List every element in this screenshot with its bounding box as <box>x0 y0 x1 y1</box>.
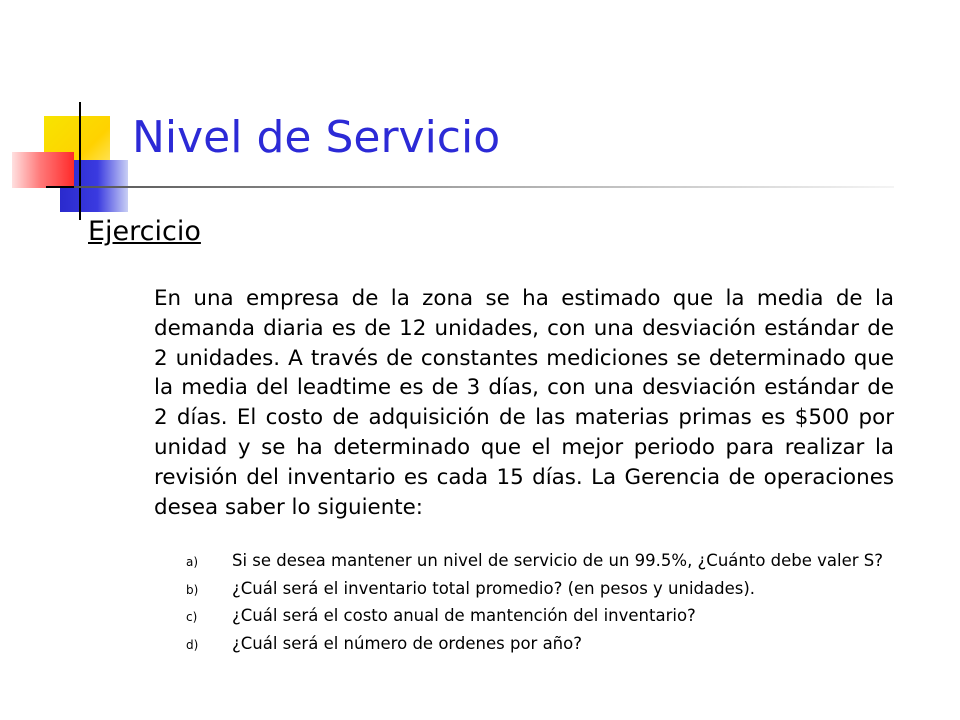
question-item <box>186 551 898 571</box>
question-letter: b) <box>186 582 199 597</box>
question-text: ¿Cuál será el costo anual de mantención del inventario? <box>232 606 696 625</box>
decor-vertical-line <box>79 102 81 220</box>
question-item <box>186 606 898 626</box>
question-letter: c) <box>186 610 198 624</box>
question-text: Si se desea mantener un nivel de servicio de un 99.5%, ¿Cuánto debe valer S? <box>232 551 884 570</box>
question-text: ¿Cuál será el inventario total promedio? (en pesos y unidades). <box>232 578 756 598</box>
question-text: ¿Cuál será el número de ordenes por año? <box>232 633 582 653</box>
question-letter: a) <box>186 555 199 569</box>
section-heading: Ejercicio <box>88 216 201 247</box>
decor-red-bar <box>12 152 74 188</box>
question-item <box>186 634 898 654</box>
title-underline-rule <box>74 186 894 188</box>
question-letter: d) <box>186 637 199 652</box>
question-item <box>186 579 898 599</box>
exercise-paragraph: En una empresa de la zona se ha estimado que la media de la demanda diaria es de 12 unidades, con una desviación estándar de 2 unidades. A través de constantes mediciones se determinado que la media del leadtime es de 3 días, con una desviación estándar de 2 días. El costo de adquisición de las materias primas es $500 por unidad y se ha determinado que el mejor periodo para realizar la revisión del inventario es cada 15 días. La Gerencia de operaciones desea saber lo siguiente: <box>154 286 894 520</box>
question-list <box>186 551 898 661</box>
slide-title: Nivel de Servicio <box>132 112 501 163</box>
